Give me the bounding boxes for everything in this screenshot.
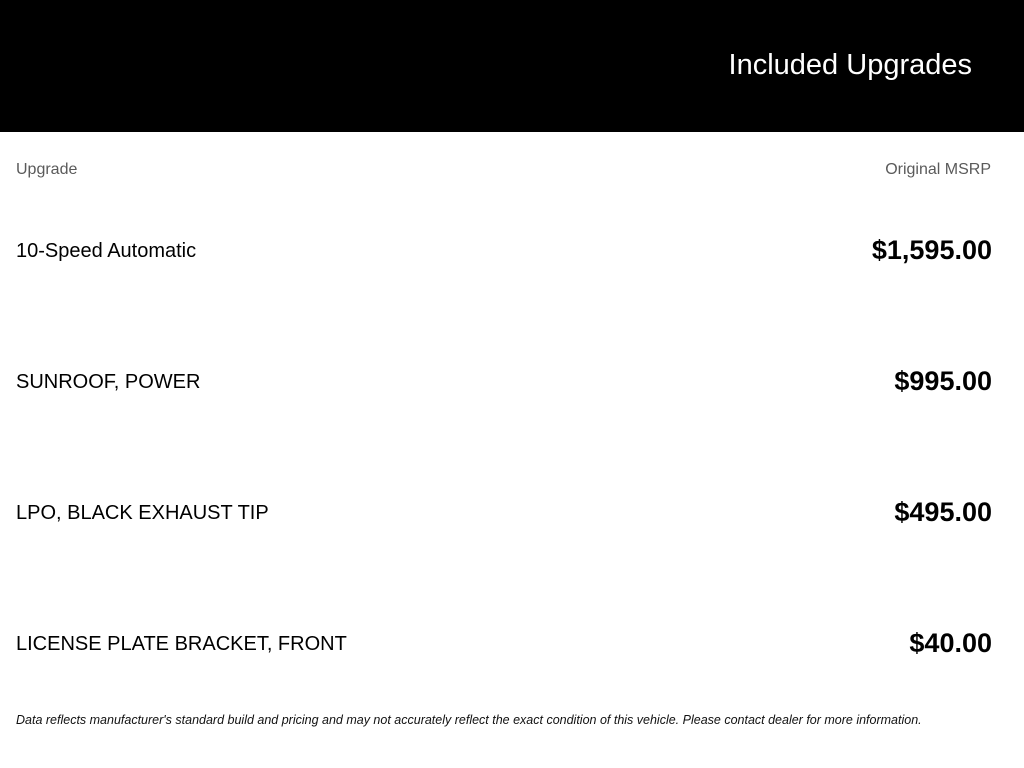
upgrade-price: $40.00 bbox=[909, 628, 992, 658]
header-bar bbox=[0, 0, 1024, 132]
upgrade-price: $995.00 bbox=[894, 366, 992, 396]
table-row bbox=[0, 361, 1024, 401]
page-title: Included Upgrades bbox=[728, 49, 972, 81]
table-row bbox=[0, 492, 1024, 532]
upgrade-price: $1,595.00 bbox=[871, 235, 992, 265]
column-header-upgrade: Upgrade bbox=[16, 161, 78, 178]
table-row bbox=[0, 230, 1024, 270]
disclaimer-text: Data reflects manufacturer's standard build and pricing and may not accurately reflect the exact condition of this vehicle. Please contact dealer for more information. bbox=[16, 713, 922, 727]
upgrade-price: $495.00 bbox=[894, 497, 992, 527]
upgrade-name: LPO, BLACK EXHAUST TIP bbox=[16, 502, 269, 524]
table-row bbox=[0, 623, 1024, 663]
column-header-msrp: Original MSRP bbox=[885, 161, 991, 178]
upgrade-name: LICENSE PLATE BRACKET, FRONT bbox=[16, 633, 347, 655]
upgrade-name: SUNROOF, POWER bbox=[16, 371, 201, 393]
upgrade-name: 10-Speed Automatic bbox=[16, 240, 197, 262]
